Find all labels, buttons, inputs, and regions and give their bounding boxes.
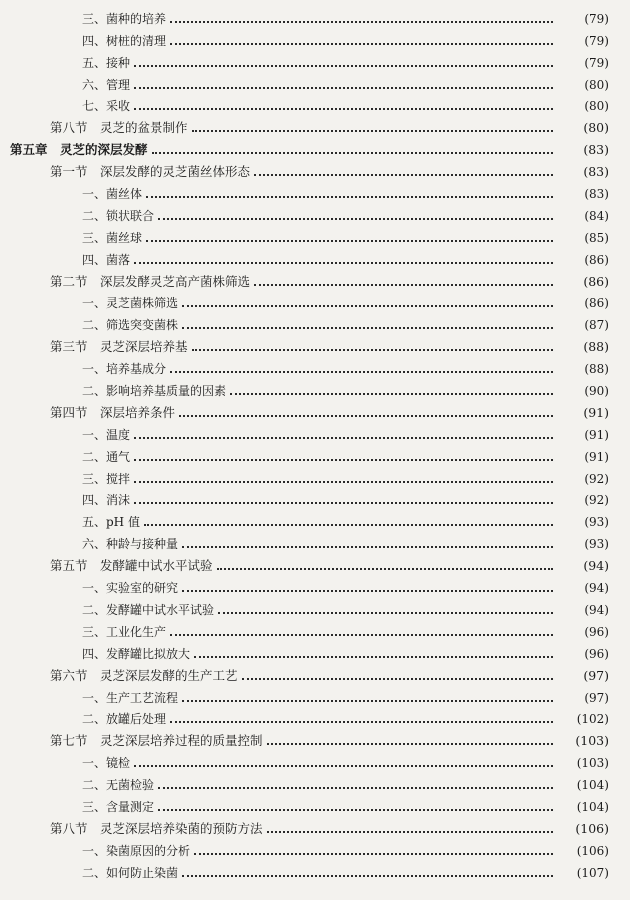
dot-leader xyxy=(230,393,553,395)
dot-leader xyxy=(134,502,553,504)
toc-entry-item xyxy=(0,860,630,882)
dot-leader xyxy=(170,43,553,45)
toc-page-number: (97) xyxy=(584,690,609,705)
toc-entry-title: 第七节 灵芝深层培养过程的质量控制 xyxy=(50,733,263,749)
toc-entry-title: 五、pH 值 xyxy=(82,515,140,530)
toc-entry-title: 一、培养基成分 xyxy=(82,362,167,377)
toc-entry-item xyxy=(0,291,630,313)
dot-leader xyxy=(267,743,553,745)
toc-entry-title: 一、镜检 xyxy=(82,756,131,771)
dot-leader xyxy=(134,459,553,461)
toc-entry-item xyxy=(0,50,630,72)
toc-entry-item xyxy=(0,531,630,553)
toc-page-number: (86) xyxy=(584,296,609,311)
dot-leader xyxy=(170,21,553,23)
toc-entry-section xyxy=(0,159,630,181)
toc-page-number: (79) xyxy=(584,55,609,70)
toc-page-number: (106) xyxy=(575,820,609,836)
toc-entry-title: 第八节 灵芝深层培养染菌的预防方法 xyxy=(50,820,263,836)
dot-leader xyxy=(194,853,553,855)
toc-entry-title: 四、菌落 xyxy=(82,252,131,267)
toc-entry-title: 二、通气 xyxy=(82,449,131,464)
toc-page-number: (80) xyxy=(584,99,609,114)
toc-page-number: (103) xyxy=(575,733,609,749)
toc-page-number: (96) xyxy=(584,624,609,639)
toc-entry-section xyxy=(0,553,630,575)
toc-page-number: (79) xyxy=(584,33,609,48)
toc-entry-item xyxy=(0,794,630,816)
dot-leader xyxy=(182,590,553,592)
toc-entry-title: 三、菌丝球 xyxy=(82,230,143,245)
toc-entry-title: 二、如何防止染菌 xyxy=(82,865,179,880)
toc-entry-title: 二、筛选突变菌株 xyxy=(82,318,179,333)
toc-entry-title: 四、消沫 xyxy=(82,493,131,508)
toc-entry-title: 一、温度 xyxy=(82,427,131,442)
toc-page-number: (90) xyxy=(584,384,609,399)
dot-leader xyxy=(158,787,553,789)
toc-entry-title: 一、菌丝体 xyxy=(82,187,143,202)
dot-leader xyxy=(134,262,553,264)
toc-entry-item xyxy=(0,312,630,334)
dot-leader xyxy=(144,524,553,526)
dot-leader xyxy=(267,831,553,833)
toc-page-number: (106) xyxy=(576,843,609,858)
toc-entry-title: 二、影响培养基质量的因素 xyxy=(82,384,227,399)
dot-leader xyxy=(182,700,553,702)
toc-page-number: (91) xyxy=(583,404,609,420)
dot-leader xyxy=(182,875,553,877)
toc-entry-item xyxy=(0,641,630,663)
toc-entry-section xyxy=(0,816,630,838)
toc-entry-title: 一、灵芝菌株筛选 xyxy=(82,296,179,311)
toc-page-number: (97) xyxy=(583,667,609,683)
toc-entry-title: 三、搅拌 xyxy=(82,471,131,486)
toc-entry-title: 二、发酵罐中试水平试验 xyxy=(82,602,215,617)
toc-entry-chapter xyxy=(0,137,630,159)
toc-page-number: (87) xyxy=(584,318,609,333)
toc-entry-section xyxy=(0,663,630,685)
dot-leader xyxy=(146,196,553,198)
toc-page-number: (80) xyxy=(584,77,609,92)
toc-entry-item xyxy=(0,247,630,269)
toc-entry-item xyxy=(0,685,630,707)
toc-entry-item xyxy=(0,203,630,225)
toc-entry-title: 一、染菌原因的分析 xyxy=(82,843,191,858)
toc-page-number: (83) xyxy=(583,142,609,158)
toc-entry-item xyxy=(0,750,630,772)
toc-entry-item xyxy=(0,28,630,50)
toc-entry-title: 二、锁状联合 xyxy=(82,208,155,223)
toc-entry-title: 第四节 深层培养条件 xyxy=(50,404,176,420)
toc-entry-item xyxy=(0,575,630,597)
toc-entry-title: 第三节 灵芝深层培养基 xyxy=(50,339,188,355)
toc-page-number: (94) xyxy=(584,581,609,596)
toc-entry-title: 一、实验室的研究 xyxy=(82,581,179,596)
dot-leader xyxy=(134,481,553,483)
toc-page-number: (88) xyxy=(584,362,609,377)
toc-page-number: (104) xyxy=(576,799,609,814)
toc-entry-item xyxy=(0,488,630,510)
dot-leader xyxy=(134,108,553,110)
dot-leader xyxy=(170,634,553,636)
toc-entry-item xyxy=(0,181,630,203)
dot-leader xyxy=(182,546,553,548)
toc-entry-item xyxy=(0,444,630,466)
toc-entry-title: 第八节 灵芝的盆景制作 xyxy=(50,120,188,136)
dot-leader xyxy=(134,437,553,439)
toc-entry-item xyxy=(0,597,630,619)
toc-page-number: (93) xyxy=(584,515,609,530)
toc-entry-item xyxy=(0,72,630,94)
toc-entry-item xyxy=(0,838,630,860)
table-of-contents xyxy=(0,6,630,882)
dot-leader xyxy=(179,415,553,417)
toc-entry-section xyxy=(0,269,630,291)
toc-page-number: (79) xyxy=(584,11,609,26)
dot-leader xyxy=(170,371,553,373)
dot-leader xyxy=(146,240,553,242)
toc-entry-item xyxy=(0,619,630,641)
toc-entry-section xyxy=(0,115,630,137)
toc-page-number: (93) xyxy=(584,537,609,552)
dot-leader xyxy=(170,721,553,723)
toc-page-number: (94) xyxy=(583,558,609,574)
dot-leader xyxy=(192,130,553,132)
toc-entry-item xyxy=(0,707,630,729)
toc-page-number: (91) xyxy=(584,427,609,442)
dot-leader xyxy=(182,327,553,329)
toc-page-number: (96) xyxy=(584,646,609,661)
toc-entry-title: 第五章 灵芝的深层发酵 xyxy=(10,142,148,158)
toc-page-number: (94) xyxy=(584,602,609,617)
toc-page-number: (86) xyxy=(583,273,609,289)
dot-leader xyxy=(254,284,553,286)
toc-entry-title: 二、放罐后处理 xyxy=(82,712,167,727)
dot-leader xyxy=(217,568,553,570)
toc-page-number: (91) xyxy=(584,449,609,464)
toc-entry-item xyxy=(0,466,630,488)
toc-entry-title: 六、管理 xyxy=(82,77,131,92)
toc-entry-item xyxy=(0,94,630,116)
toc-entry-item xyxy=(0,378,630,400)
dot-leader xyxy=(218,612,553,614)
toc-page-number: (88) xyxy=(583,339,609,355)
toc-entry-title: 第五节 发酵罐中试水平试验 xyxy=(50,558,213,574)
toc-page-number: (83) xyxy=(584,187,609,202)
toc-entry-title: 第二节 深层发酵灵芝高产菌株筛选 xyxy=(50,273,251,289)
toc-page-number: (85) xyxy=(584,230,609,245)
toc-entry-title: 五、接种 xyxy=(82,55,131,70)
dot-leader xyxy=(134,87,553,89)
toc-entry-title: 第一节 深层发酵的灵芝菌丝体形态 xyxy=(50,164,251,180)
toc-entry-title: 二、无菌检验 xyxy=(82,778,155,793)
toc-entry-item xyxy=(0,6,630,28)
toc-page-number: (102) xyxy=(576,712,609,727)
toc-entry-section xyxy=(0,728,630,750)
toc-page-number: (107) xyxy=(576,865,609,880)
toc-entry-title: 三、含量测定 xyxy=(82,799,155,814)
toc-entry-item xyxy=(0,509,630,531)
toc-entry-title: 三、菌种的培养 xyxy=(82,11,167,26)
toc-entry-title: 七、采收 xyxy=(82,99,131,114)
toc-entry-title: 三、工业化生产 xyxy=(82,624,167,639)
toc-entry-item xyxy=(0,422,630,444)
dot-leader xyxy=(194,656,553,658)
dot-leader xyxy=(158,218,553,220)
toc-entry-title: 第六节 灵芝深层发酵的生产工艺 xyxy=(50,667,238,683)
dot-leader xyxy=(254,174,553,176)
dot-leader xyxy=(134,765,553,767)
dot-leader xyxy=(192,349,553,351)
toc-page-number: (104) xyxy=(576,778,609,793)
toc-entry-item xyxy=(0,356,630,378)
dot-leader xyxy=(158,809,553,811)
toc-page-number: (83) xyxy=(583,164,609,180)
toc-entry-item xyxy=(0,772,630,794)
toc-page-number: (84) xyxy=(584,208,609,223)
toc-entry-item xyxy=(0,225,630,247)
toc-entry-title: 四、树桩的清理 xyxy=(82,33,167,48)
toc-entry-title: 四、发酵罐比拟放大 xyxy=(82,646,191,661)
toc-entry-section xyxy=(0,400,630,422)
toc-page-number: (86) xyxy=(584,252,609,267)
dot-leader xyxy=(152,152,553,154)
toc-page-number: (92) xyxy=(584,493,609,508)
dot-leader xyxy=(242,678,553,680)
toc-entry-section xyxy=(0,334,630,356)
toc-page-number: (92) xyxy=(584,471,609,486)
toc-page-number: (103) xyxy=(576,756,609,771)
toc-entry-title: 六、种龄与接种量 xyxy=(82,537,179,552)
toc-page-number: (80) xyxy=(583,120,609,136)
toc-entry-title: 一、生产工艺流程 xyxy=(82,690,179,705)
dot-leader xyxy=(182,305,553,307)
dot-leader xyxy=(134,65,553,67)
